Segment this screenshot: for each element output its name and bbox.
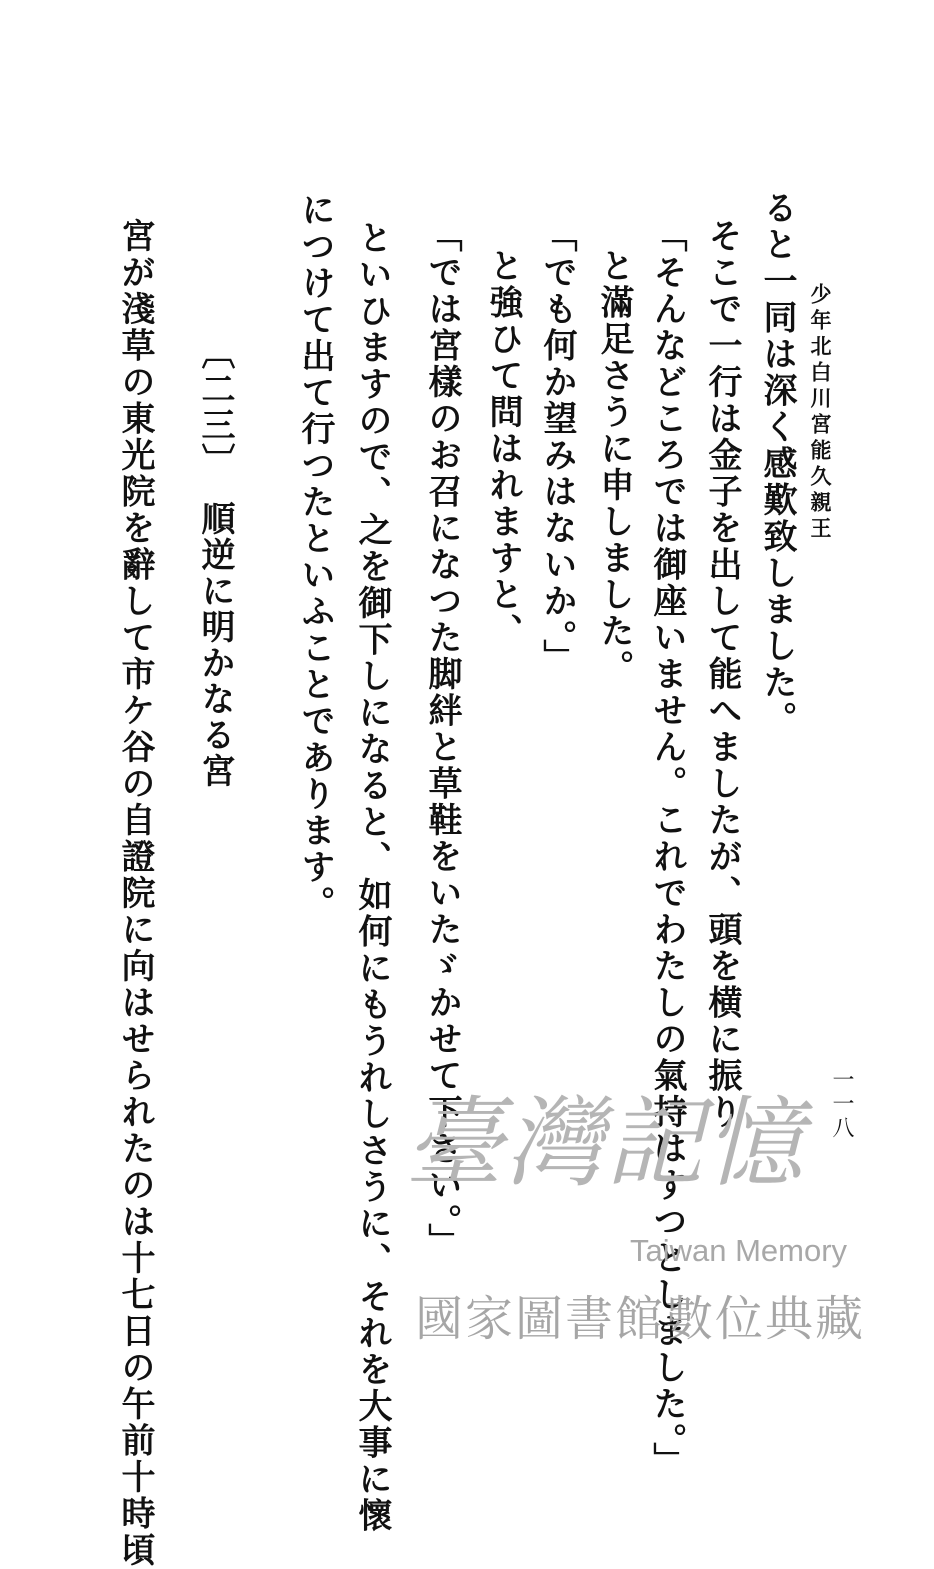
page-number: 一一八: [829, 1068, 854, 1140]
body-line-1: ると一同は深く感歎致しました。: [757, 190, 797, 738]
body-line-9: につけて出て行つたといふことであります。: [295, 192, 335, 922]
body-line-6: と強ひて問はれますと、: [483, 248, 523, 650]
body-line-3: 「そんなどころでは御座いません。これでわたしの氣持はすつとしました。」: [647, 218, 687, 1479]
watermark-chinese: 國家圖書館數位典藏: [415, 1291, 866, 1347]
section-heading: [195, 335, 235, 789]
watermark-english: Taiwan Memory: [630, 1233, 848, 1268]
section-first-line: 宮が淺草の東光院を辭して市ケ谷の自證院に向はせられたのは十七日の午前十時頃: [115, 218, 155, 1569]
section-title: 順逆に明かなる宮: [195, 501, 235, 789]
running-title: 少年北白川宮能久親王: [808, 283, 833, 543]
watermark-brush-text: 臺灣記憶: [405, 1087, 806, 1201]
watermark: [405, 1087, 875, 1355]
section-number: 〔二三〕: [195, 335, 235, 479]
body-line-8: といひますので、之を御下しになると、如何にもうれしさうに、それを大事に懷: [352, 220, 392, 1534]
body-line-4: と滿足さうに申しました。: [594, 248, 634, 686]
body-line-7: 「では宮樣のお召になつた脚絆と草鞋をいたゞかせて下さい。」: [422, 218, 462, 1260]
body-line-5: 「でも何か望みはないか。」: [537, 218, 577, 676]
body-line-2: そこで一行は金子を出して能へましたが、頭を横に振り: [702, 218, 742, 1131]
